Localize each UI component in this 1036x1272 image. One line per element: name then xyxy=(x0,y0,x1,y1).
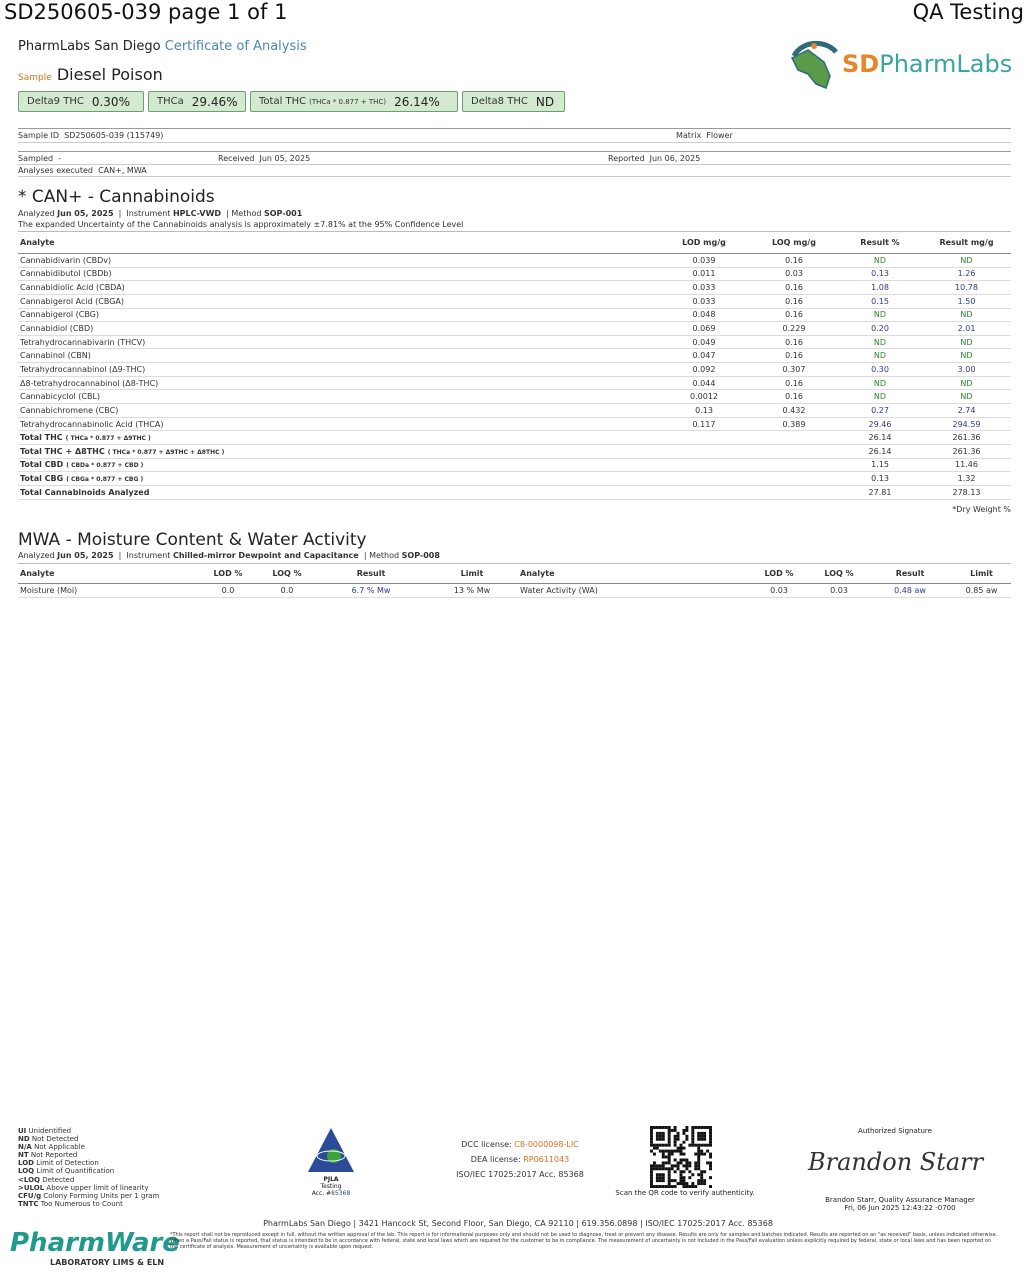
mwa-cell: 13 % Mw xyxy=(426,584,518,598)
table-row xyxy=(18,294,1011,308)
table-row xyxy=(18,584,1011,598)
result-mg-cell: ND xyxy=(922,390,1011,404)
table-row xyxy=(18,322,1011,336)
table-row xyxy=(18,281,1011,295)
result-mg-cell: 1.26 xyxy=(922,267,1011,281)
lab-title xyxy=(18,39,307,54)
analyte-cell: Cannabinol (CBN) xyxy=(18,349,658,363)
badge-thca: THCa 29.46% xyxy=(148,91,246,112)
legend-item: UI Unidentified xyxy=(18,1127,72,1135)
license-info: DCC license: C8-0000098-LIC DEA license: RP0611043 ISO/IEC 17025:2017 Acc. 85368 xyxy=(456,1140,584,1179)
mwa-col-header: Analyte xyxy=(18,564,198,584)
loq-cell: 0.389 xyxy=(750,417,838,431)
total-pct-cell: 0.13 xyxy=(838,472,922,486)
analyte-cell: Cannabigerol (CBG) xyxy=(18,308,658,322)
lod-cell: 0.044 xyxy=(658,376,750,390)
qr-code-icon[interactable] xyxy=(650,1126,712,1188)
result-mg-cell: 1.50 xyxy=(922,294,1011,308)
mwa-table xyxy=(18,563,1011,598)
col-result-pct: Result % xyxy=(838,232,922,254)
col-result-mg: Result mg/g xyxy=(922,232,1011,254)
qa-testing-label: QA Testing xyxy=(912,0,1024,24)
cannabinoids-title: * CAN+ - Cannabinoids xyxy=(18,187,215,207)
page-sample-id: SD250605-039 page 1 of 1 xyxy=(4,0,288,24)
lod-cell: 0.039 xyxy=(658,254,750,268)
loq-cell: 0.229 xyxy=(750,322,838,336)
table-row xyxy=(18,363,1011,377)
result-pct-cell: 0.27 xyxy=(838,404,922,418)
result-mg-cell: 2.01 xyxy=(922,322,1011,336)
mwa-col-header: Limit xyxy=(952,564,1011,584)
total-row xyxy=(18,485,1011,499)
legend-item: TNTC Too Numerous to Count xyxy=(18,1199,123,1208)
legend-item: LOD Limit of Detection xyxy=(18,1159,99,1168)
loq-cell: 0.16 xyxy=(750,308,838,322)
result-pct-cell: ND xyxy=(838,254,922,268)
mwa-col-header: LOQ % xyxy=(258,564,316,584)
analyte-cell: Tetrahydrocannabinol (Δ9-THC) xyxy=(18,363,658,377)
mwa-col-header: Result xyxy=(316,564,426,584)
total-row xyxy=(18,444,1011,458)
result-mg-cell: 2.74 xyxy=(922,404,1011,418)
lod-cell: 0.011 xyxy=(658,267,750,281)
mwa-col-header: Result xyxy=(868,564,952,584)
table-row xyxy=(18,349,1011,363)
result-mg-cell: ND xyxy=(922,376,1011,390)
total-label-cell: Total CBG ( CBGa * 0.877 + CBG ) xyxy=(18,472,658,486)
result-mg-cell: ND xyxy=(922,335,1011,349)
signature-label: Authorized Signature xyxy=(858,1127,932,1135)
total-mg-cell: 11.46 xyxy=(922,458,1011,472)
signature-script: Brandon Starr xyxy=(808,1148,984,1176)
lod-cell: 0.069 xyxy=(658,322,750,336)
lod-cell: 0.047 xyxy=(658,349,750,363)
analyte-cell: Cannabicyclol (CBL) xyxy=(18,390,658,404)
table-row xyxy=(18,267,1011,281)
result-pct-cell: 0.15 xyxy=(838,294,922,308)
result-pct-cell: ND xyxy=(838,376,922,390)
result-pct-cell: 1.08 xyxy=(838,281,922,295)
mwa-col-header: Analyte xyxy=(518,564,748,584)
cannabinoids-analyzed: Analyzed Jun 05, 2025 | Instrument HPLC-VWD | Method SOP-001 xyxy=(18,209,303,218)
potency-badges xyxy=(18,91,569,112)
loq-cell: 0.03 xyxy=(750,267,838,281)
mwa-cell: 0.0 xyxy=(198,584,258,598)
lab-address: PharmLabs San Diego | 3421 Hancock St, Second Floor, San Diego, CA 92110 | 619.356.0898 | ISO/IEC 17025:2017 Acc. 85368 xyxy=(263,1219,773,1228)
pjla-logo-icon xyxy=(306,1126,356,1174)
legend-item: ND Not Detected xyxy=(18,1135,79,1144)
loq-cell: 0.307 xyxy=(750,363,838,377)
loq-cell: 0.16 xyxy=(750,254,838,268)
badge-delta8: Delta8 THC ND xyxy=(462,91,565,112)
result-pct-cell: ND xyxy=(838,349,922,363)
result-mg-cell: ND xyxy=(922,349,1011,363)
result-mg-cell: 10.78 xyxy=(922,281,1011,295)
total-label-cell: Total CBD ( CBDa * 0.877 + CBD ) xyxy=(18,458,658,472)
loq-cell: 0.16 xyxy=(750,281,838,295)
sample-id-field: Sample ID SD250605-039 (115749) xyxy=(18,131,164,140)
total-mg-cell: 261.36 xyxy=(922,431,1011,445)
analyte-cell: Cannabidivarin (CBDv) xyxy=(18,254,658,268)
received-field: Received Jun 05, 2025 xyxy=(218,154,311,163)
result-pct-cell: ND xyxy=(838,390,922,404)
mwa-cell: 6.7 % Mw xyxy=(316,584,426,598)
lod-cell: 0.092 xyxy=(658,363,750,377)
sample-name: Diesel Poison xyxy=(56,65,163,84)
mwa-analyzed: Analyzed Jun 05, 2025 | Instrument Chilled-mirror Dewpoint and Capacitance | Method SOP-008 xyxy=(18,551,440,560)
result-pct-cell: 0.20 xyxy=(838,322,922,336)
col-lod: LOD mg/g xyxy=(658,232,750,254)
dry-weight-note: *Dry Weight % xyxy=(952,505,1011,514)
mwa-cell: 0.03 xyxy=(810,584,868,598)
loq-cell: 0.16 xyxy=(750,349,838,363)
loq-cell: 0.16 xyxy=(750,294,838,308)
result-mg-cell: 294.59 xyxy=(922,417,1011,431)
analyte-cell: Δ8-tetrahydrocannabinol (Δ8-THC) xyxy=(18,376,658,390)
mwa-cell: Moisture (Moi) xyxy=(18,584,198,598)
total-mg-cell: 261.36 xyxy=(922,444,1011,458)
disclaimer-text: *This report shall not be reproduced except in full, without the written approval of the lab. This report is for informational purposes only and should not be used to diagnose, treat or prevent any disease. Results are only for samples and batches indicated. Results are reported on an "as received" basis, unless indicated otherwise. When a Pass/Fail status is reported, that status is intended to be in accordance with federal, state and local laws which are required for the customer to be in compliance. The measurement of uncertainty is not included in the Pass/Fail evaluation unless explicitly required by federal, state or local laws and has been reported on the certificate of analysis. Measurement of uncertainty is available upon request. xyxy=(170,1232,998,1250)
total-mg-cell: 1.32 xyxy=(922,472,1011,486)
total-row xyxy=(18,458,1011,472)
lod-cell: 0.0012 xyxy=(658,390,750,404)
pharmware-logo: PharmWare LABORATORY LIMS & ELN xyxy=(10,1228,180,1267)
result-pct-cell: ND xyxy=(838,308,922,322)
uncertainty-note: The expanded Uncertainty of the Cannabinoids analysis is approximately ±7.81% at the 95% Confidence Level xyxy=(18,220,464,229)
lod-cell: 0.048 xyxy=(658,308,750,322)
badge-delta9: Delta9 THC 0.30% xyxy=(18,91,144,112)
mwa-col-header: LOD % xyxy=(198,564,258,584)
lod-cell: 0.033 xyxy=(658,294,750,308)
lod-cell: 0.13 xyxy=(658,404,750,418)
total-row xyxy=(18,431,1011,445)
result-pct-cell: ND xyxy=(838,335,922,349)
analyte-cell: Tetrahydrocannabinolic Acid (THCA) xyxy=(18,417,658,431)
result-mg-cell: ND xyxy=(922,254,1011,268)
analyte-cell: Tetrahydrocannabivarin (THCV) xyxy=(18,335,658,349)
total-label-cell: Total THC ( THCa * 0.877 + Δ9THC ) xyxy=(18,431,658,445)
sdpharmlabs-logo xyxy=(786,40,1016,96)
legend-item: CFU/g Colony Forming Units per 1 gram xyxy=(18,1191,160,1200)
analyses-field: Analyses executed CAN+, MWA xyxy=(18,166,147,175)
doc-title: Certificate of Analysis xyxy=(164,39,307,54)
table-row xyxy=(18,417,1011,431)
mwa-cell: 0.48 aw xyxy=(868,584,952,598)
mwa-cell: 0.85 aw xyxy=(952,584,1011,598)
loq-cell: 0.16 xyxy=(750,376,838,390)
signer-details: Brandon Starr, Quality Assurance Manager Fri, 06 Jun 2025 12:43:22 -0700 xyxy=(825,1196,975,1212)
analyte-cell: Cannabidiolic Acid (CBDA) xyxy=(18,281,658,295)
total-label-cell: Total Cannabinoids Analyzed xyxy=(18,485,658,499)
lod-cell: 0.033 xyxy=(658,281,750,295)
col-loq: LOQ mg/g xyxy=(750,232,838,254)
lod-cell: 0.117 xyxy=(658,417,750,431)
table-row xyxy=(18,254,1011,268)
result-pct-cell: 29.46 xyxy=(838,417,922,431)
reported-field: Reported Jun 06, 2025 xyxy=(608,154,701,163)
legend-item: LOQ Limit of Quantification xyxy=(18,1167,115,1176)
loq-cell: 0.16 xyxy=(750,335,838,349)
result-pct-cell: 0.30 xyxy=(838,363,922,377)
cannabinoids-table xyxy=(18,231,1011,500)
logo-wordmark: SDPharmLabs xyxy=(842,50,1013,78)
total-pct-cell: 26.14 xyxy=(838,431,922,445)
abbreviation-legend xyxy=(18,1127,159,1208)
table-row xyxy=(18,335,1011,349)
mwa-cell: 0.03 xyxy=(748,584,810,598)
col-analyte: Analyte xyxy=(18,232,658,254)
total-pct-cell: 27.81 xyxy=(838,485,922,499)
sample-title xyxy=(18,65,163,84)
total-pct-cell: 1.15 xyxy=(838,458,922,472)
table-row xyxy=(18,308,1011,322)
result-mg-cell: ND xyxy=(922,308,1011,322)
california-logo-icon xyxy=(786,40,846,96)
mwa-col-header: Limit xyxy=(426,564,518,584)
lod-cell: 0.049 xyxy=(658,335,750,349)
qr-caption: Scan the QR code to verify authenticity. xyxy=(615,1189,755,1197)
table-row xyxy=(18,390,1011,404)
total-label-cell: Total THC + Δ8THC ( THCa * 0.877 + Δ9THC + Δ8THC ) xyxy=(18,444,658,458)
loq-cell: 0.432 xyxy=(750,404,838,418)
mwa-col-header: LOD % xyxy=(748,564,810,584)
result-mg-cell: 3.00 xyxy=(922,363,1011,377)
mwa-cell: Water Activity (WA) xyxy=(518,584,748,598)
mwa-cell: 0.0 xyxy=(258,584,316,598)
mwa-title: MWA - Moisture Content & Water Activity xyxy=(18,530,367,550)
total-pct-cell: 26.14 xyxy=(838,444,922,458)
legend-item: NT Not Reported xyxy=(18,1151,78,1160)
analyte-cell: Cannabigerol Acid (CBGA) xyxy=(18,294,658,308)
lab-name: PharmLabs San Diego xyxy=(18,39,161,54)
table-row xyxy=(18,404,1011,418)
total-mg-cell: 278.13 xyxy=(922,485,1011,499)
table-row xyxy=(18,376,1011,390)
mwa-col-header: LOQ % xyxy=(810,564,868,584)
pjla-accreditation: PJLA Testing Acc. #85368 xyxy=(296,1126,366,1197)
sampled-field: Sampled - xyxy=(18,154,62,163)
legend-item: >ULOL Above upper limit of linearity xyxy=(18,1183,149,1192)
legend-item: N/A Not Applicable xyxy=(18,1143,85,1152)
analyte-cell: Cannabidiol (CBD) xyxy=(18,322,658,336)
legend-item: <LOQ Detected xyxy=(18,1175,75,1184)
total-row xyxy=(18,472,1011,486)
badge-total-thc: Total THC (THCa * 0.877 + THC) 26.14% xyxy=(250,91,458,112)
analyte-cell: Cannabichromene (CBC) xyxy=(18,404,658,418)
matrix-field: Matrix Flower xyxy=(676,131,733,140)
analyte-cell: Cannabidibutol (CBDb) xyxy=(18,267,658,281)
sample-label: Sample xyxy=(18,73,52,83)
loq-cell: 0.16 xyxy=(750,390,838,404)
result-pct-cell: 0.13 xyxy=(838,267,922,281)
